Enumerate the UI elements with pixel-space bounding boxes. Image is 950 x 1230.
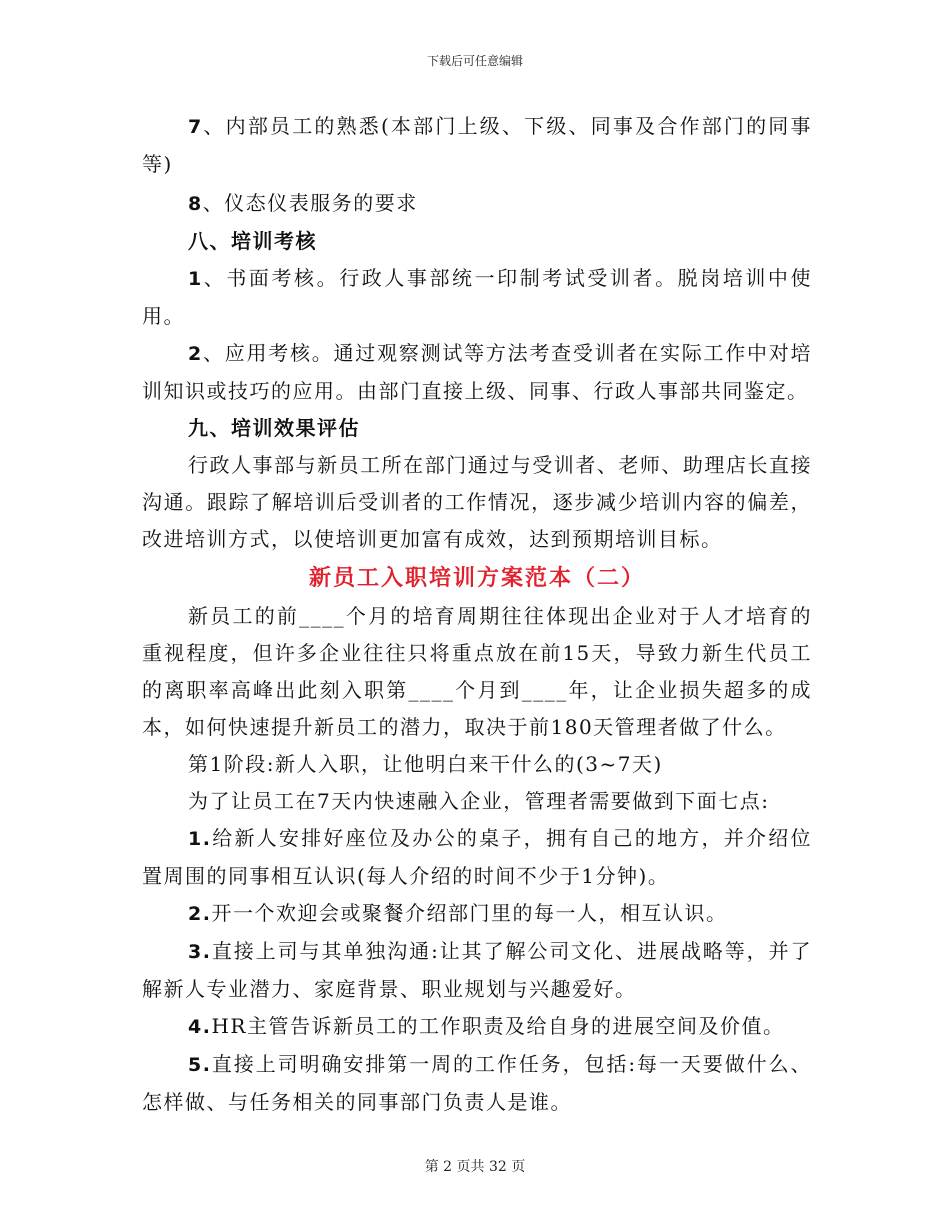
item-number: 2. xyxy=(188,903,212,925)
item-text: 给新人安排好座位及办公的桌子，拥有自己的地方，并介绍位置周围的同事相互认识(每人介绍的时间不少于1分钟)。 xyxy=(142,826,812,888)
item-text: 、书面考核。行政人事部统一印制考试受训者。脱岗培训中使用。 xyxy=(142,266,812,328)
document-body xyxy=(142,108,812,1121)
item-number: 2 xyxy=(188,343,203,365)
page-footer: 第 2 页共 32 页 xyxy=(424,1159,526,1175)
list-item xyxy=(142,895,812,933)
item-text: HR主管告诉新员工的工作职责及给自身的进展空间及价值。 xyxy=(211,1014,785,1038)
list-item xyxy=(142,185,812,223)
item-number: 8 xyxy=(188,193,203,215)
section-heading: 九、培训效果评估 xyxy=(188,416,360,440)
list-item xyxy=(142,260,812,335)
page-header: 下载后可任意编辑 xyxy=(426,54,523,68)
section-heading: 八、培训考核 xyxy=(188,229,317,253)
item-number: 1. xyxy=(188,828,212,850)
item-text: 直接上司与其单独沟通:让其了解公司文化、进展战略等，并了解新人专业潜力、家庭背景、职业规划与兴趣爱好。 xyxy=(142,939,812,1001)
item-number: 4. xyxy=(188,1016,212,1038)
item-text: 直接上司明确安排第一周的工作任务，包括:每一天要做什么、怎样做、与任务相关的同事部门负责人是谁。 xyxy=(142,1052,812,1114)
item-text: 、应用考核。通过观察测试等方法考查受训者在实际工作中对培训知识或技巧的应用。由部门直接上级、同事、行政人事部共同鉴定。 xyxy=(142,341,812,403)
item-text: 、仪态仪表服务的要求 xyxy=(202,191,418,215)
list-item xyxy=(142,1046,812,1121)
list-item xyxy=(142,108,812,183)
paragraph: 为了让员工在7天内快速融入企业，管理者需要做到下面七点: xyxy=(188,789,770,813)
stage-heading: 第1阶段:新人入职，让他明白来干什么的(3~7天) xyxy=(188,752,663,776)
item-number: 1 xyxy=(188,268,203,290)
paragraph: 行政人事部与新员工所在部门通过与受训者、老师、助理店长直接沟通。跟踪了解培训后受训者的工作情况，逐步减少培训内容的偏差，改进培训方式，以使培训更加富有成效，达到预期培训目标。 xyxy=(142,453,812,551)
item-text: 、内部员工的熟悉(本部门上级、下级、同事及合作部门的同事等) xyxy=(142,114,812,176)
list-item xyxy=(142,933,812,1008)
item-text: 开一个欢迎会或聚餐介绍部门里的每一人，相互认识。 xyxy=(211,901,728,925)
item-number: 3. xyxy=(188,941,212,963)
list-item xyxy=(142,820,812,895)
list-item xyxy=(142,335,812,410)
item-number: 7 xyxy=(188,116,203,138)
paragraph: 新员工的前____个月的培育周期往往体现出企业对于人才培育的重视程度，但许多企业往往只将重点放在前15天，导致力新生代员工的离职率高峰出此刻入职第____个月到____年，让企业损失超多的成本，如何快速提升新员工的潜力，取决于前180天管理者做了什么。 xyxy=(142,604,812,739)
document-title: 新员工入职培训方案范本（二） xyxy=(308,565,645,591)
item-number: 5. xyxy=(188,1054,212,1076)
list-item xyxy=(142,1008,812,1046)
